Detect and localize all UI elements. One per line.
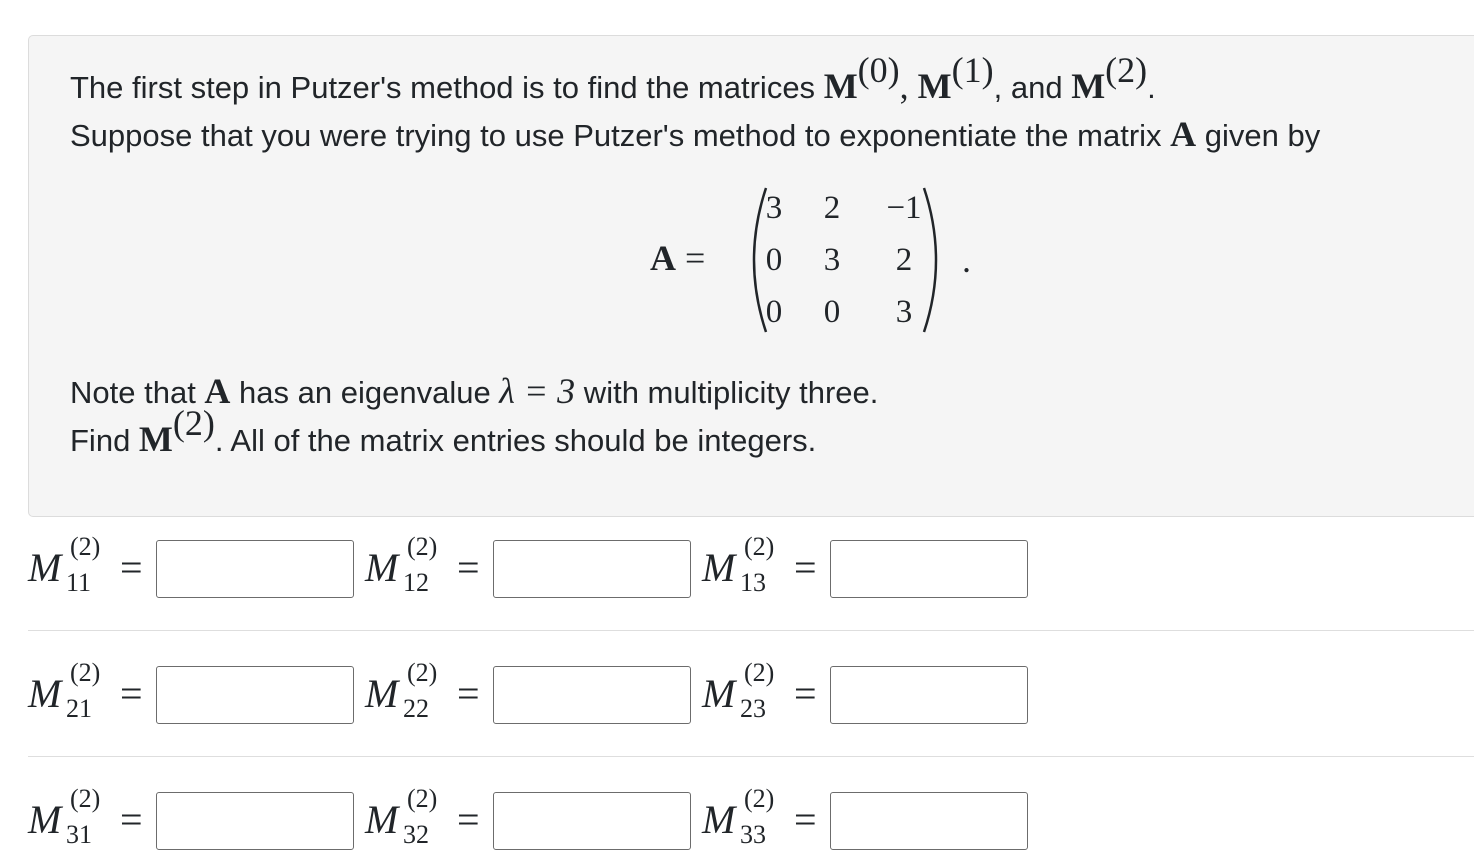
superscript-2: (2) <box>1105 50 1148 90</box>
m-symbol: M <box>365 797 399 842</box>
matrix-cell-3-2: 0 <box>823 294 841 330</box>
entry-superscript: (2) <box>70 784 101 813</box>
entry-label-m32 <box>365 784 480 849</box>
answer-input-m23[interactable] <box>830 666 1028 724</box>
entry-superscript: (2) <box>744 784 775 813</box>
entry-superscript: (2) <box>407 658 438 687</box>
equals-sign: = <box>120 545 143 590</box>
entry-label-m22 <box>365 658 480 723</box>
entry-subscript: 12 <box>403 568 429 597</box>
answer-input-m21[interactable] <box>156 666 354 724</box>
m-symbol: M <box>702 545 736 590</box>
right-paren-icon <box>920 180 950 340</box>
entry-subscript: 22 <box>403 694 429 723</box>
matrix-period: . <box>962 240 971 280</box>
matrix-m-symbol: M <box>823 66 858 106</box>
exponentiate-text: Suppose that you were trying to use Putzer's method to exponentiate the matrix <box>70 118 1171 153</box>
equals-sign: = <box>794 545 817 590</box>
superscript-1: (1) <box>951 50 994 90</box>
entry-superscript: (2) <box>407 784 438 813</box>
matrix-a-display <box>650 180 990 340</box>
m-symbol: M <box>28 797 62 842</box>
answer-input-m12[interactable] <box>493 540 691 598</box>
equals-sign: = <box>120 797 143 842</box>
superscript-2: (2) <box>172 403 215 443</box>
entry-superscript: (2) <box>70 532 101 561</box>
entry-label-m11 <box>28 532 143 597</box>
matrix-cell-3-3: 3 <box>895 294 913 330</box>
answer-input-m11[interactable] <box>156 540 354 598</box>
entry-superscript: (2) <box>70 658 101 687</box>
matrix-cell-1-1: 3 <box>765 190 783 226</box>
entry-subscript: 13 <box>740 568 766 597</box>
equals-sign: = <box>457 797 480 842</box>
matrix-cell-2-3: 2 <box>895 242 913 278</box>
matrix-cell-2-2: 3 <box>823 242 841 278</box>
entry-subscript: 11 <box>66 568 92 597</box>
entry-label-m13 <box>702 532 817 597</box>
entry-label-m21 <box>28 658 143 723</box>
answer-input-m13[interactable] <box>830 540 1028 598</box>
m-symbol: M <box>28 671 62 716</box>
entry-superscript: (2) <box>407 532 438 561</box>
multiplicity-text: with multiplicity three. <box>575 375 879 410</box>
superscript-0: (0) <box>857 50 900 90</box>
matrix-cell-1-3: −1 <box>886 190 922 226</box>
entry-superscript: (2) <box>744 658 775 687</box>
answer-input-m31[interactable] <box>156 792 354 850</box>
entry-subscript: 33 <box>740 820 766 849</box>
matrix-a-symbol: A <box>1170 114 1197 154</box>
matrix-m-symbol: M <box>1071 66 1106 106</box>
entry-label-m31 <box>28 784 143 849</box>
entry-label-m33 <box>702 784 817 849</box>
intro-text: The first step in Putzer's method is to find the matrices <box>70 70 824 105</box>
entry-subscript: 21 <box>66 694 92 723</box>
exponentiate-line <box>70 114 1320 156</box>
matrix-cell-3-1: 0 <box>765 294 783 330</box>
matrix-a-symbol: A <box>204 371 231 411</box>
lambda-expression: λ = 3 <box>499 371 576 411</box>
matrix-m-symbol: M <box>917 66 952 106</box>
answer-input-m32[interactable] <box>493 792 691 850</box>
m-symbol: M <box>28 545 62 590</box>
equals-sign: = <box>457 545 480 590</box>
given-by-text: given by <box>1196 118 1321 153</box>
equals-sign: = <box>457 671 480 716</box>
row-divider <box>28 630 1474 631</box>
find-text: Find <box>70 423 139 458</box>
entry-subscript: 23 <box>740 694 766 723</box>
and-text: , and <box>993 70 1072 105</box>
m-symbol: M <box>702 671 736 716</box>
row-divider <box>28 756 1474 757</box>
matrix-cell-1-2: 2 <box>823 190 841 226</box>
entry-label-m12 <box>365 532 480 597</box>
entry-subscript: 32 <box>403 820 429 849</box>
matrix-m-symbol: M <box>138 419 173 459</box>
integers-instruction: . All of the matrix entries should be integers. <box>214 423 817 458</box>
m-symbol: M <box>365 671 399 716</box>
entry-superscript: (2) <box>744 532 775 561</box>
matrix-cell-2-1: 0 <box>765 242 783 278</box>
equals-sign: = <box>120 671 143 716</box>
comma: , <box>899 66 918 106</box>
entry-subscript: 31 <box>66 820 92 849</box>
m-symbol: M <box>365 545 399 590</box>
find-line <box>70 403 817 461</box>
equals-sign: = <box>794 671 817 716</box>
answer-input-m22[interactable] <box>493 666 691 724</box>
equals-sign: = <box>794 797 817 842</box>
eigenvalue-text: has an eigenvalue <box>230 375 500 410</box>
answer-input-m33[interactable] <box>830 792 1028 850</box>
matrix-lhs: A = <box>650 238 706 278</box>
entry-label-m23 <box>702 658 817 723</box>
period: . <box>1147 70 1156 105</box>
note-text: Note that <box>70 375 205 410</box>
m-symbol: M <box>702 797 736 842</box>
intro-line <box>70 50 1156 108</box>
